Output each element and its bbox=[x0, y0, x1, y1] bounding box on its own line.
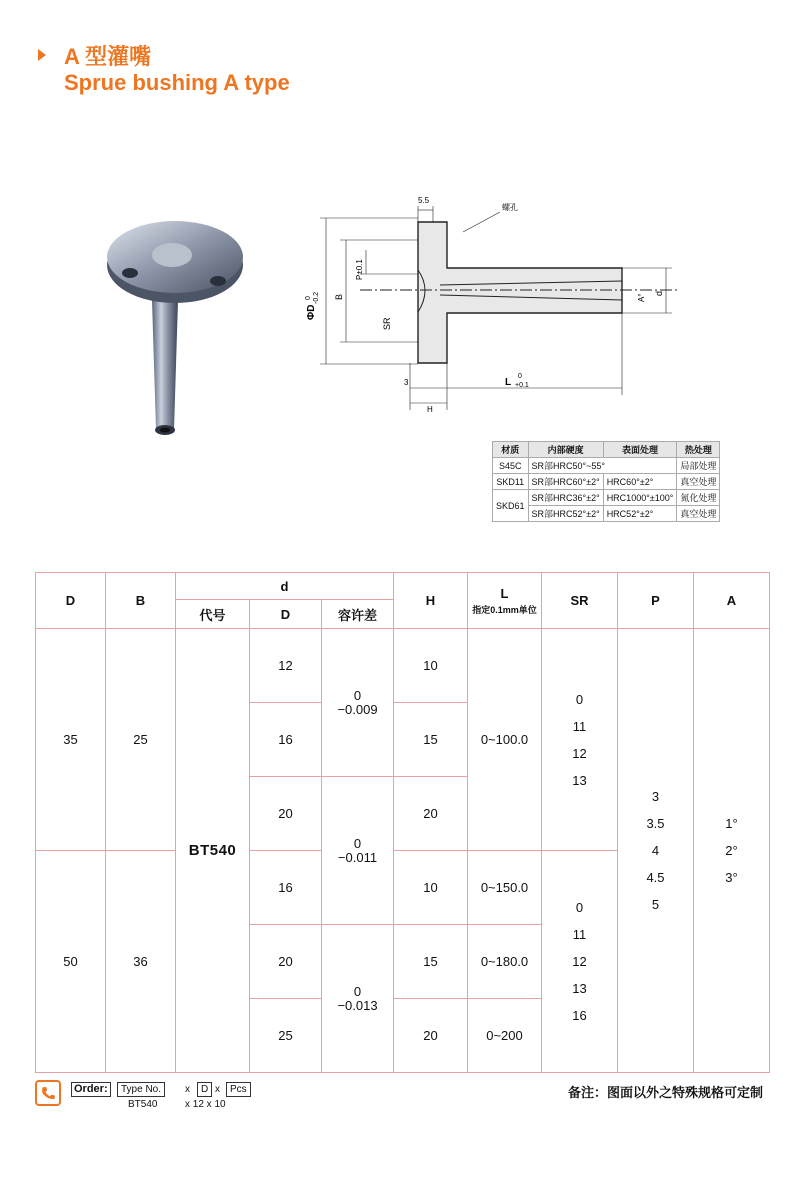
cell-L: 0~200 bbox=[468, 999, 542, 1073]
header-L-note: 指定0.1mm单位 bbox=[472, 604, 537, 615]
p-value: 3 bbox=[651, 789, 660, 804]
tolerance-bottom: −0.011 bbox=[337, 849, 378, 865]
type-no-box: Type No. bbox=[117, 1082, 165, 1097]
mat-cell: SR部HRC60°±2° bbox=[528, 474, 603, 490]
header-L bbox=[468, 573, 542, 629]
a-value: 3° bbox=[725, 870, 738, 885]
times-sign: x bbox=[185, 1084, 190, 1095]
p-value: 5 bbox=[651, 897, 660, 912]
d-small-label: d bbox=[654, 290, 664, 296]
cell-P bbox=[618, 629, 694, 1073]
l-tol-bottom: +0.1 bbox=[515, 382, 529, 389]
product-photo bbox=[100, 205, 250, 445]
sr-value: 11 bbox=[572, 927, 587, 942]
cell-tolerance bbox=[322, 925, 394, 1073]
mat-cell: 局部处理 bbox=[677, 458, 720, 474]
mat-cell: 真空处理 bbox=[677, 506, 720, 522]
p-tolerance: P±0.1 bbox=[355, 259, 364, 280]
sr-value: 12 bbox=[572, 954, 587, 969]
spec-table bbox=[35, 572, 770, 1073]
a-angle-label: A° bbox=[637, 293, 646, 302]
h-label: H bbox=[427, 405, 433, 414]
d-tol-top: 0 bbox=[305, 296, 312, 300]
p-value: 4 bbox=[651, 843, 660, 858]
dim-5-5: 5.5 bbox=[418, 196, 430, 205]
mat-cell: S45C bbox=[493, 458, 529, 474]
mat-cell: 氮化处理 bbox=[677, 490, 720, 506]
cell-L: 0~180.0 bbox=[468, 925, 542, 999]
cell-code: BT540 bbox=[176, 629, 250, 1073]
title-chinese: A 型灌嘴 bbox=[64, 44, 152, 69]
cell-SR bbox=[542, 851, 618, 1073]
cell-B: 36 bbox=[106, 851, 176, 1073]
cell-H: 10 bbox=[394, 629, 468, 703]
header-B: B bbox=[106, 573, 176, 629]
mat-header-material: 材质 bbox=[493, 442, 529, 458]
cell-D: 35 bbox=[36, 629, 106, 851]
tolerance-bottom: −0.009 bbox=[337, 701, 378, 717]
times-sign: x bbox=[215, 1084, 220, 1095]
cell-B: 25 bbox=[106, 629, 176, 851]
mat-header-hardness: 内部硬度 bbox=[528, 442, 603, 458]
sr-value: 13 bbox=[572, 772, 587, 788]
mat-header-heat: 热处理 bbox=[677, 442, 720, 458]
mat-cell: HRC60°±2° bbox=[603, 474, 677, 490]
mat-cell: 真空处理 bbox=[677, 474, 720, 490]
mat-cell: SR部HRC36°±2° bbox=[528, 490, 603, 506]
example-code: BT540 bbox=[128, 1099, 158, 1110]
mat-cell: HRC1000°±100° bbox=[603, 490, 677, 506]
cell-A bbox=[694, 629, 770, 1073]
mat-cell: SKD61 bbox=[493, 490, 529, 522]
header-L-label: L bbox=[500, 585, 509, 601]
screw-hole-label: 螺孔 bbox=[502, 203, 518, 212]
p-value: 3.5 bbox=[646, 816, 665, 831]
cell-d: 20 bbox=[250, 777, 322, 851]
sr-value: 0 bbox=[575, 691, 584, 707]
cell-tolerance bbox=[322, 629, 394, 777]
sr-value: 12 bbox=[572, 745, 587, 761]
material-table bbox=[492, 441, 720, 522]
header-tolerance: 容许差 bbox=[322, 600, 394, 629]
cell-d: 25 bbox=[250, 999, 322, 1073]
cell-H: 10 bbox=[394, 851, 468, 925]
header-d-D: D bbox=[250, 600, 322, 629]
d-main-label: ΦD bbox=[306, 304, 317, 320]
cell-d: 12 bbox=[250, 629, 322, 703]
cell-H: 20 bbox=[394, 999, 468, 1073]
arrow-icon bbox=[38, 49, 46, 61]
order-section bbox=[35, 1080, 775, 1120]
cell-D: 50 bbox=[36, 851, 106, 1073]
header-D: D bbox=[36, 573, 106, 629]
l-tol-top: 0 bbox=[518, 373, 522, 380]
cell-H: 15 bbox=[394, 703, 468, 777]
a-value: 1° bbox=[725, 816, 738, 831]
phone-icon bbox=[35, 1080, 61, 1106]
mat-cell: SR部HRC52°±2° bbox=[528, 506, 603, 522]
mat-cell: SKD11 bbox=[493, 474, 529, 490]
sr-value: 16 bbox=[572, 1008, 587, 1023]
sr-value: 13 bbox=[572, 981, 587, 996]
cell-SR bbox=[542, 629, 618, 851]
header-d: d bbox=[176, 573, 394, 600]
technical-drawing bbox=[300, 190, 690, 420]
header-A: A bbox=[694, 573, 770, 629]
cell-d: 16 bbox=[250, 703, 322, 777]
header-SR: SR bbox=[542, 573, 618, 629]
sr-value: 11 bbox=[572, 718, 587, 734]
mat-cell: HRC52°±2° bbox=[603, 506, 677, 522]
dim-3: 3 bbox=[404, 378, 409, 387]
custom-note: 备注：图面以外之特殊规格可定制 bbox=[567, 1085, 763, 1100]
pcs-box: Pcs bbox=[226, 1082, 251, 1097]
cell-d: 16 bbox=[250, 851, 322, 925]
tolerance-top: 0 bbox=[353, 835, 362, 851]
tolerance-top: 0 bbox=[353, 687, 362, 703]
cell-tolerance bbox=[322, 777, 394, 925]
p-value: 4.5 bbox=[646, 870, 665, 885]
d-tol-bottom: -0.2 bbox=[313, 291, 320, 304]
l-label: L bbox=[505, 377, 512, 388]
d-box: D bbox=[197, 1082, 212, 1097]
cell-L: 0~150.0 bbox=[468, 851, 542, 925]
header-H: H bbox=[394, 573, 468, 629]
cell-d: 20 bbox=[250, 925, 322, 999]
cell-L: 0~100.0 bbox=[468, 629, 542, 851]
mat-cell: SR部HRC50°~55° bbox=[528, 458, 677, 474]
cell-H: 20 bbox=[394, 777, 468, 851]
tolerance-top: 0 bbox=[353, 983, 362, 999]
mat-header-surface: 表面处理 bbox=[603, 442, 677, 458]
cell-H: 15 bbox=[394, 925, 468, 999]
tolerance-bottom: −0.013 bbox=[337, 997, 378, 1013]
example-values: x 12 x 10 bbox=[185, 1099, 226, 1110]
sr-value: 0 bbox=[575, 900, 584, 915]
order-label: Order: bbox=[71, 1082, 111, 1097]
b-label: B bbox=[334, 293, 344, 300]
a-value: 2° bbox=[725, 843, 738, 858]
header-code: 代号 bbox=[176, 600, 250, 629]
sr-label: SR bbox=[382, 317, 392, 330]
header-P: P bbox=[618, 573, 694, 629]
title-english: Sprue bushing A type bbox=[64, 70, 290, 95]
